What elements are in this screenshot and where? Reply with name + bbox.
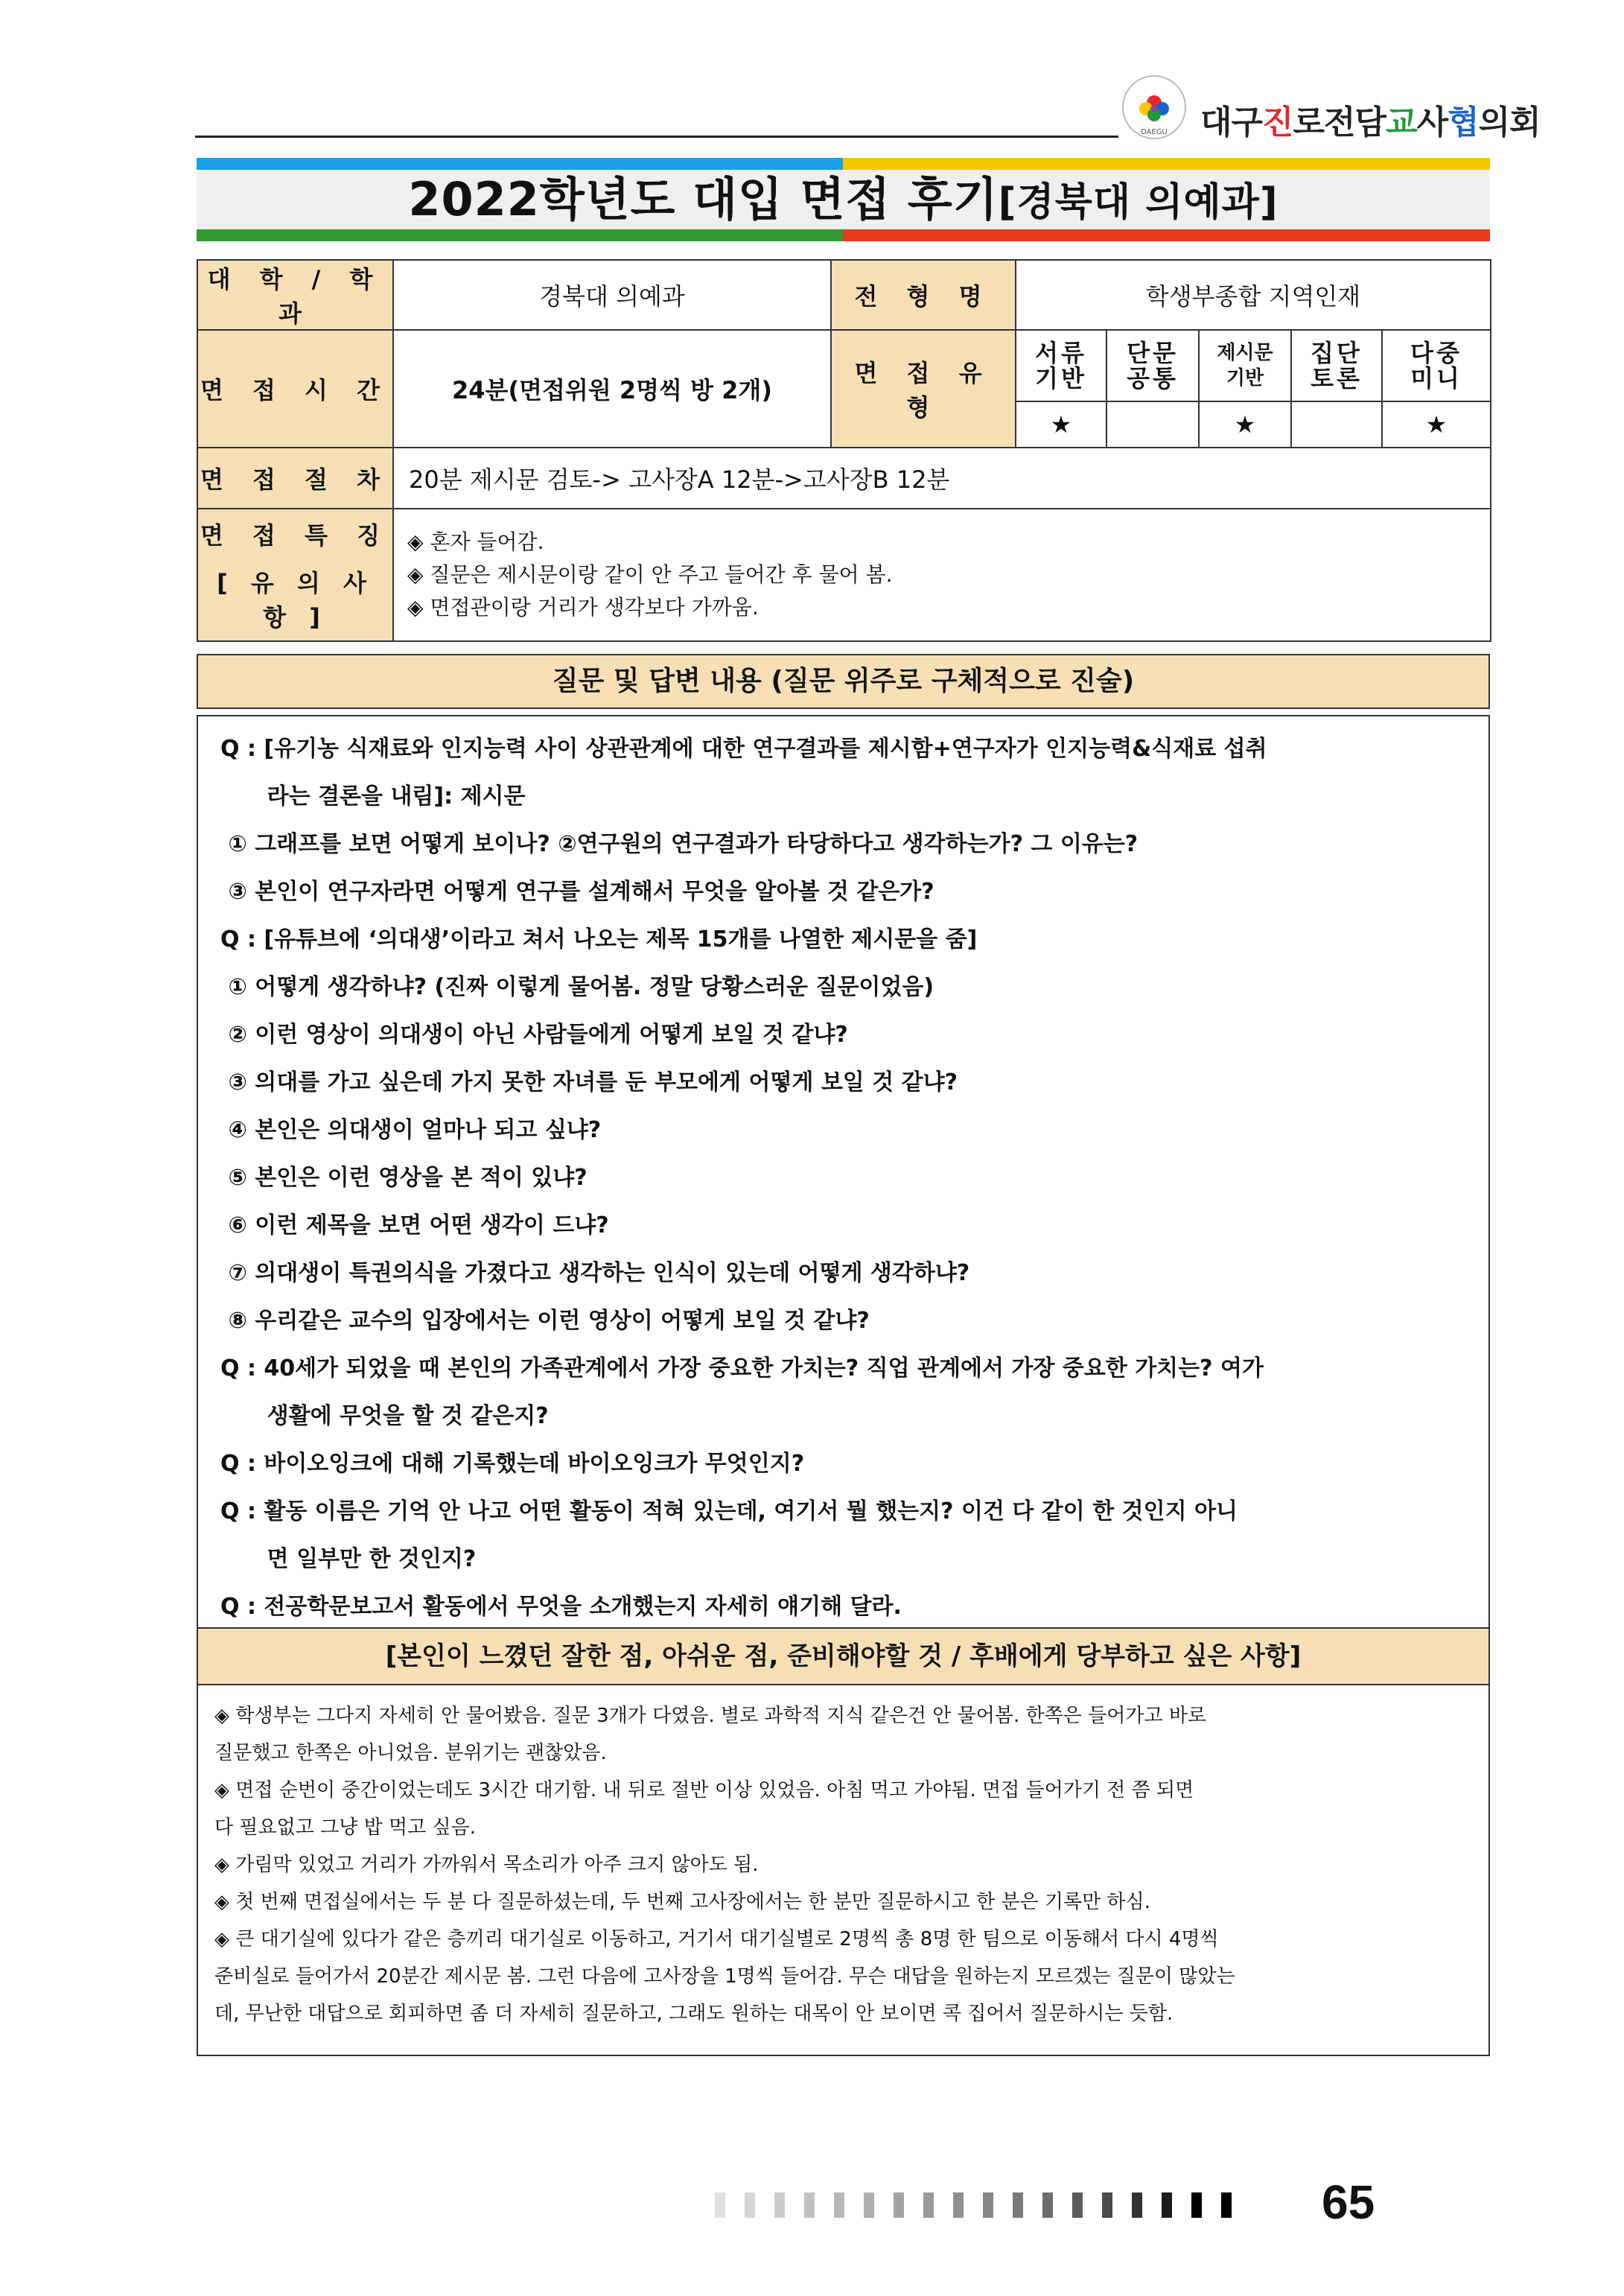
feature-item: ◈ 질문은 제시문이랑 같이 안 주고 들어간 후 물어 봄. [407, 562, 893, 587]
features-list [393, 509, 1491, 641]
interview-type-label: 면 접 유 형 [831, 330, 1016, 448]
type-head-short: 단문 공통 [1106, 330, 1199, 401]
review-line: 다 필요없고 그냥 밥 먹고 싶음. [214, 1816, 476, 1839]
qa-line: ① 어떻게 생각하냐? (진짜 이렇게 물어봄. 정말 당황스러운 질문이었음) [220, 974, 934, 1000]
review-section-header: [본인이 느꼈던 잘한 점, 아쉬운 점, 준비해야할 것 / 후배에게 당부하고 싶은 사항] [197, 1627, 1490, 1685]
title-bar-yellow [843, 158, 1490, 170]
logo-label: DAEGU [1141, 128, 1168, 136]
organization-name: 대구진로전담교사협의회 [1200, 104, 1541, 141]
qa-line: 라는 결론을 내림]: 제시문 [220, 783, 526, 810]
qa-line: ④ 본인은 의대생이 얼마나 되고 싶냐? [220, 1117, 602, 1143]
admission-type-value: 학생부종합 지역인재 [1016, 260, 1491, 330]
time-label: 면 접 시 간 [197, 330, 393, 448]
qa-line: ⑤ 본인은 이런 영상을 본 적이 있냐? [220, 1165, 587, 1191]
qa-line: ③ 본인이 연구자라면 어떻게 연구를 설계해서 무엇을 알아볼 것 같은가? [220, 879, 934, 905]
review-line: 데, 무난한 대답으로 회피하면 좀 더 자세히 질문하고, 그래도 원하는 대목이 안 보이면 콕 집어서 질문하시는 듯함. [214, 2003, 1174, 2025]
time-value: 24분(면접위원 2명씩 방 2개) [393, 330, 831, 448]
type-mark-short [1106, 401, 1199, 448]
feature-item: ◈ 면접관이랑 거리가 생각보다 가까움. [407, 595, 759, 620]
type-mark-group [1291, 401, 1382, 448]
qa-line: ⑥ 이런 제목을 보면 어떤 생각이 드냐? [220, 1212, 609, 1238]
type-head-document: 서류 기반 [1016, 330, 1106, 401]
qa-line: 면 일부만 한 것인지? [220, 1546, 477, 1572]
qa-line: 생활에 무엇을 할 것 같은지? [220, 1403, 549, 1429]
qa-line: Q : 바이오잉크에 대해 기록했는데 바이오잉크가 무엇인지? [220, 1451, 805, 1477]
qa-line: Q : [유튜브에 ‘의대생’이라고 쳐서 나오는 제목 15개를 나열한 제시문을 줌] [220, 926, 978, 953]
page-title: 2022학년도 대입 면접 후기[경북대 의예과] [408, 172, 1278, 226]
qa-line: ③ 의대를 가고 싶은데 가지 못한 자녀를 둔 부모에게 어떻게 보일 것 같냐? [220, 1069, 958, 1095]
type-head-group: 집단 토론 [1291, 330, 1382, 401]
type-mark-mmi: ★ [1382, 401, 1491, 448]
qa-line: Q : [유기농 식재료와 인지능력 사이 상관관계에 대한 연구결과를 제시함+연구자가 인지능력&식재료 섭취 [220, 736, 1267, 762]
review-line: 준비실로 들어가서 20분간 제시문 봄. 그런 다음에 고사장을 1명씩 들어감. 무슨 대답을 원하는지 모르겠는 질문이 많았는 [214, 1965, 1235, 1988]
qa-line: ① 그래프를 보면 어떻게 보이나? ②연구원의 연구결과가 타당하다고 생각하는가? 그 이유는? [220, 831, 1139, 857]
qa-content [197, 715, 1490, 1629]
feature-item: ◈ 혼자 들어감. [407, 530, 544, 554]
procedure-value: 20분 제시문 검토-> 고사장A 12분->고사장B 12분 [393, 448, 1491, 509]
procedure-label: 면 접 절 차 [197, 448, 393, 509]
title-bar-blue [197, 158, 843, 170]
page-number: 65 [1322, 2175, 1375, 2229]
features-label: 면 접 특 징 [ 유 의 사 항 ] [197, 509, 393, 641]
review-content [197, 1684, 1490, 2056]
admission-type-label: 전 형 명 [831, 260, 1016, 330]
type-mark-document: ★ [1016, 401, 1106, 448]
qa-line: ② 이런 영상이 의대생이 아닌 사람들에게 어떻게 보일 것 같냐? [220, 1022, 848, 1048]
association-logo-icon [1121, 74, 1187, 140]
header-rule [195, 136, 1118, 138]
interview-info-table [197, 259, 1491, 642]
qa-line: ⑧ 우리같은 교수의 입장에서는 이런 영상이 어떻게 보일 것 같냐? [220, 1308, 870, 1334]
univ-value: 경북대 의예과 [393, 260, 831, 330]
qa-line: Q : 40세가 되었을 때 본인의 가족관계에서 가장 중요한 가치는? 직업 관계에서 가장 중요한 가치는? 여가 [220, 1355, 1264, 1381]
review-line: 질문했고 한쪽은 아니었음. 분위기는 괜찮았음. [214, 1742, 607, 1764]
review-line: ◈ 학생부는 그다지 자세히 안 물어봤음. 질문 3개가 다였음. 별로 과학적 지식 같은건 안 물어봄. 한쪽은 들어가고 바로 [214, 1705, 1207, 1727]
review-line: ◈ 첫 번째 면접실에서는 두 분 다 질문하셨는데, 두 번째 고사장에서는 한 분만 질문하시고 한 분은 기록만 하심. [214, 1891, 1151, 1913]
type-head-mmi: 다중 미니 [1382, 330, 1491, 401]
title-bar-green [197, 229, 843, 241]
review-line: ◈ 큰 대기실에 있다가 같은 층끼리 대기실로 이동하고, 거기서 대기실별로 2명씩 총 8명 한 팀으로 이동해서 다시 4명씩 [214, 1928, 1219, 1950]
qa-section-header: 질문 및 답변 내용 (질문 위주로 구체적으로 진술) [197, 654, 1490, 709]
qa-line: ⑦ 의대생이 특권의식을 가졌다고 생각하는 인식이 있는데 어떻게 생각하냐? [220, 1260, 970, 1286]
qa-line: Q : 활동 이름은 기억 안 나고 어떤 활동이 적혀 있는데, 여기서 뭘 했는지? 이건 다 같이 한 것인지 아니 [220, 1498, 1238, 1524]
qa-line: Q : 전공학문보고서 활동에서 무엇을 소개했는지 자세히 얘기해 달라. [220, 1594, 902, 1620]
review-line: ◈ 가림막 있었고 거리가 가까워서 목소리가 아주 크지 않아도 됨. [214, 1854, 759, 1876]
type-head-passage: 제시문 기반 [1199, 330, 1291, 401]
review-line: ◈ 면접 순번이 중간이었는데도 3시간 대기함. 내 뒤로 절반 이상 있었음. 아침 먹고 가야됨. 면접 들어가기 전 쯤 되면 [214, 1779, 1194, 1801]
title-bar-red [843, 229, 1490, 241]
univ-label: 대 학 / 학 과 [197, 260, 393, 330]
type-mark-passage: ★ [1199, 401, 1291, 448]
title-banner [197, 158, 1490, 240]
